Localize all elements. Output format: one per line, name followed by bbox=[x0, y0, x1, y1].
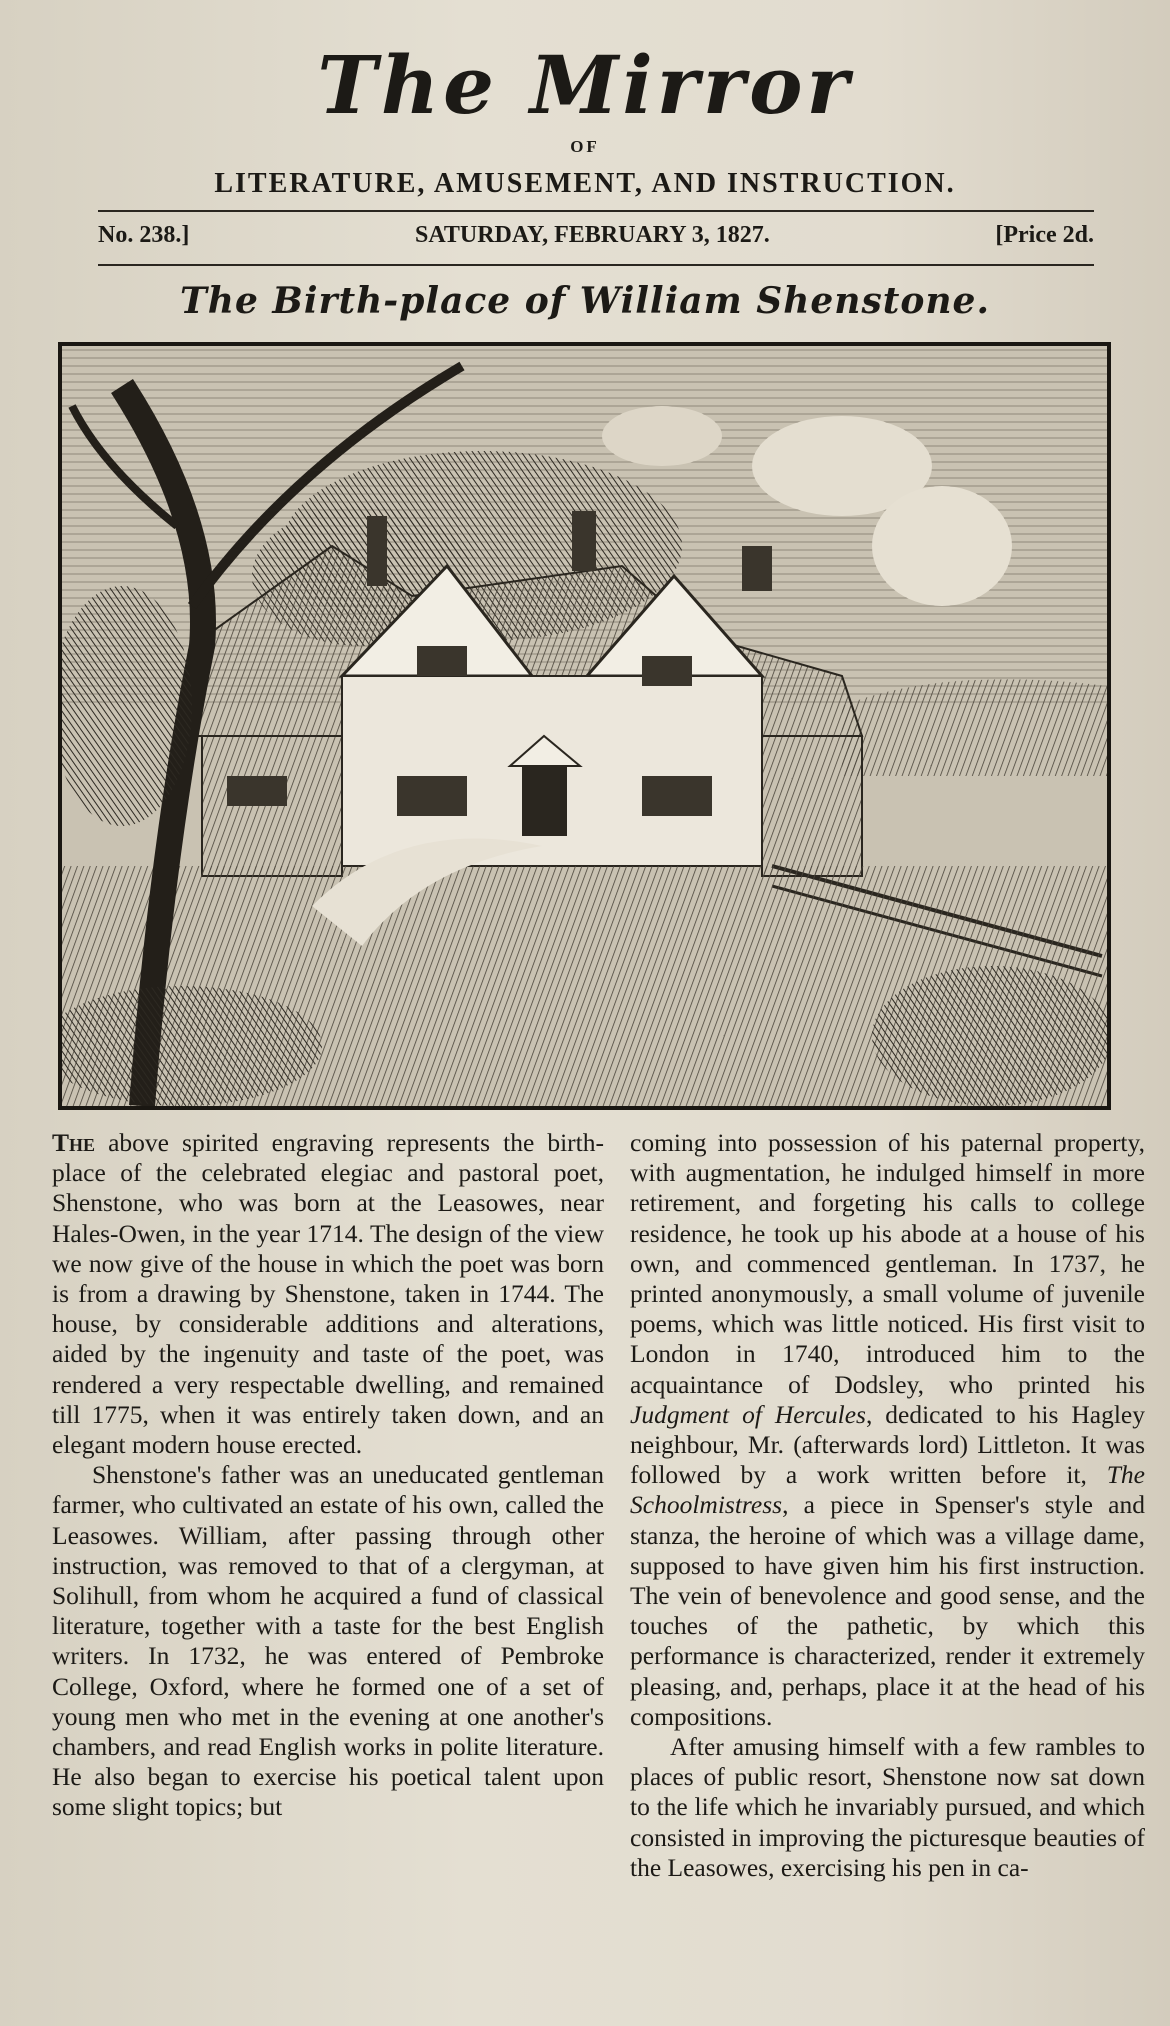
top-rule bbox=[98, 210, 1094, 212]
engraving-illustration bbox=[58, 342, 1111, 1110]
dateline bbox=[98, 222, 1094, 249]
right-p1-part-c: , dedicated to his Hagley neighbour, Mr. (afterwards lord) Littleton. It was followed by a work written before it, bbox=[630, 1399, 1145, 1490]
right-p1-part-a: coming into possession of his paternal property, with augmentation, he indulged himself in more retirement, and forgeting his calls to college residence, he took up his abode at a house of his own, and commenced gentleman. In 1737, he printed anonymously, a small volume of juvenile poems, which was little noticed. His first visit to London in 1740, introduced him to the acquaintance of Dodsley, who printed his bbox=[630, 1128, 1145, 1399]
issue-number: No. 238.] bbox=[98, 222, 190, 248]
house-engraving bbox=[62, 346, 1107, 1106]
right-paragraph-2: After amusing himself with a few rambles to places of public resort, Shenstone now sat down to the life which he invariably pursued, and which consisted in improving the picturesque beauties of the Leasowes, exercising his pen in ca- bbox=[630, 1732, 1145, 1882]
left-paragraph-1-text: above spirited engraving represents the birth-place of the celebrated elegiac and pastoral poet, Shenstone, who was born at the Leasowes, near Hales-Owen, in the year 1714. The design of the view we now give of the house in which the poet was born is from a drawing by Shenstone, taken in 1744. The house, by considerable additions and alterations, aided by the ingenuity and taste of the poet, was rendered a very respectable dwelling, and remained till 1775, when it was entirely taken down, and an elegant modern house erected. bbox=[52, 1128, 604, 1460]
right-p1-title-hercules: Judgment of Hercules bbox=[630, 1399, 866, 1429]
issue-price: [Price 2d. bbox=[995, 222, 1094, 248]
article-column-right bbox=[630, 1128, 1145, 1883]
left-paragraph-1 bbox=[52, 1128, 604, 1460]
masthead-of: OF bbox=[570, 137, 600, 156]
lead-word: The bbox=[52, 1128, 96, 1157]
left-paragraph-2: Shenstone's father was an uneducated gentleman farmer, who cultivated an estate of his own, called the Leasowes. William, after passing through other instruction, was removed to that of a clergyman, at Solihull, from whom he acquired a fund of classical literature, together with a taste for the best English writers. In 1732, he was entered of Pembroke College, Oxford, where he formed one of a set of young men who met in the evening at one another's chambers, and read English works in polite literature. He also began to exercise his poetical talent upon some slight topics; but bbox=[52, 1460, 604, 1822]
article-title: The Birth-place of William Shenstone. bbox=[180, 280, 990, 322]
right-paragraph-1 bbox=[630, 1128, 1145, 1732]
right-p1-title-schoolmistress: The Schoolmistress bbox=[630, 1460, 1145, 1520]
issue-date: SATURDAY, FEBRUARY 3, 1827. bbox=[414, 222, 770, 248]
article-column-left bbox=[52, 1128, 604, 1823]
masthead-subtitle: LITERATURE, AMUSEMENT, AND INSTRUCTION. bbox=[214, 168, 956, 199]
bottom-rule bbox=[98, 264, 1094, 266]
right-p1-part-e: , a piece in Spenser's style and stanza, the heroine of which was a village dame, supposed to have given him his first instruction. The vein of benevolence and good sense, and the touches of the pathetic, by which this performance is characterized, render it extremely pleasing, and, perhaps, place it at the head of his compositions. bbox=[630, 1490, 1145, 1731]
masthead-title: The Mirror bbox=[317, 38, 853, 132]
